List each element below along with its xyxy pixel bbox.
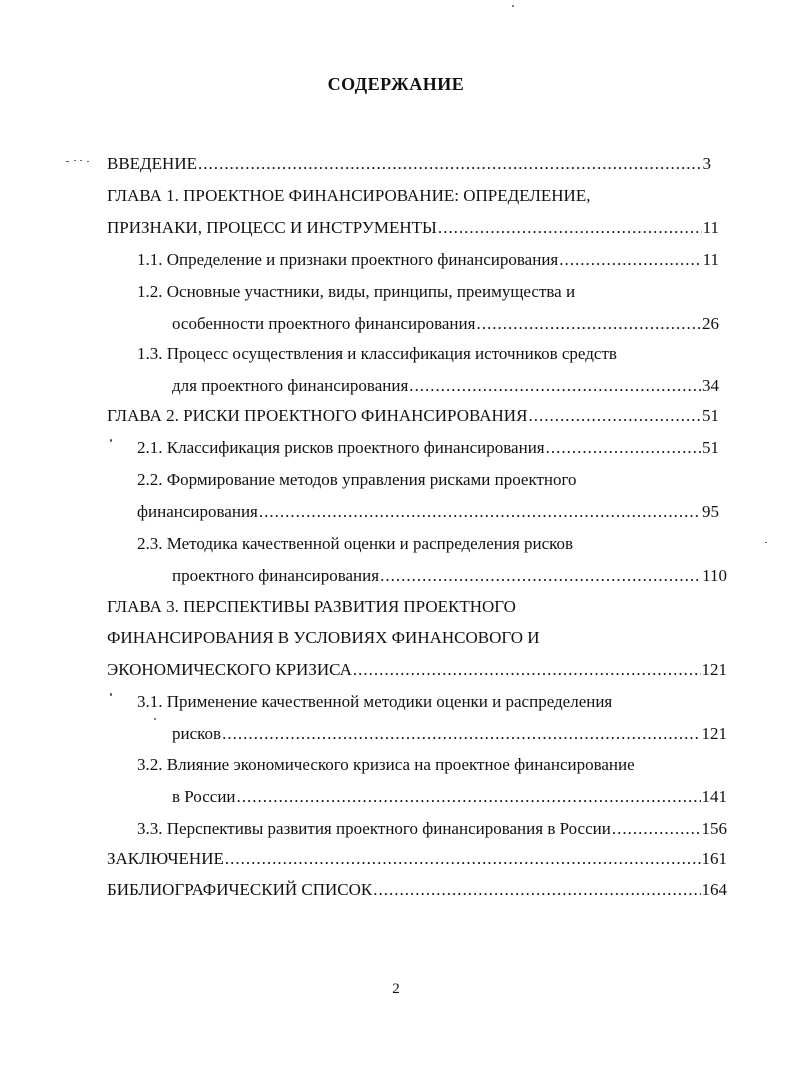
toc-leader-dots <box>259 501 701 523</box>
toc-page-number: 51 <box>702 406 719 425</box>
toc-entry-chapter-3-line-3 <box>107 659 727 683</box>
toc-leader-dots <box>198 153 702 175</box>
toc-leader-dots <box>225 848 701 870</box>
toc-entry-intro <box>107 153 711 177</box>
toc-entry-text: 2.1. Классификация рисков проектного финансирования <box>137 438 545 457</box>
toc-entry-text: проектного финансирования <box>172 566 380 585</box>
toc-entry-section-3-1-line-2 <box>172 723 727 747</box>
toc-leader-dots <box>612 818 701 840</box>
toc-entry-text: ГЛАВА 3. ПЕРСПЕКТИВЫ РАЗВИТИЯ ПРОЕКТНОГО <box>107 597 516 616</box>
toc-entry-section-2-2-line-1 <box>137 469 719 493</box>
toc-page-number: 34 <box>702 376 719 395</box>
toc-entry-chapter-2 <box>107 405 719 429</box>
toc-entry-text: ЭКОНОМИЧЕСКОГО КРИЗИСА <box>107 660 352 679</box>
scan-speck <box>74 160 76 161</box>
toc-entry-section-1-2-line-1 <box>137 281 719 305</box>
toc-page-number: 161 <box>701 849 727 868</box>
toc-entry-conclusion <box>107 848 727 872</box>
toc-entry-text: 3.3. Перспективы развития проектного финансирования в России <box>137 819 611 838</box>
toc-leader-dots <box>222 723 700 745</box>
toc-entry-section-1-3-line-2 <box>172 375 719 399</box>
toc-entry-text: ПРИЗНАКИ, ПРОЦЕСС И ИНСТРУМЕНТЫ <box>107 218 437 237</box>
toc-entry-text: ФИНАНСИРОВАНИЯ В УСЛОВИЯХ ФИНАНСОВОГО И <box>107 628 540 647</box>
toc-leader-dots <box>559 249 701 271</box>
scan-speck <box>110 693 112 696</box>
toc-entry-chapter-3-line-1 <box>107 596 727 620</box>
page-title: СОДЕРЖАНИЕ <box>327 74 465 94</box>
toc-entry-text: 2.3. Методика качественной оценки и распределения рисков <box>137 534 574 553</box>
toc-leader-dots <box>237 786 701 808</box>
toc-leader-dots <box>476 313 701 335</box>
toc-entry-text: БИБЛИОГРАФИЧЕСКИЙ СПИСОК <box>107 880 373 899</box>
toc-page-number: 156 <box>701 819 727 838</box>
toc-entry-section-1-3-line-1 <box>137 343 719 367</box>
page-number: 2 <box>392 981 400 997</box>
toc-page-number: 95 <box>702 502 719 521</box>
toc-leader-dots <box>528 405 701 427</box>
toc-page-number: 164 <box>701 880 727 899</box>
scan-speck <box>765 542 767 543</box>
toc-entry-text: особенности проектного финансирования <box>172 314 476 333</box>
scan-speck <box>87 161 89 162</box>
toc-page-number: 11 <box>702 250 719 269</box>
toc-entry-text: ГЛАВА 1. ПРОЕКТНОЕ ФИНАНСИРОВАНИЕ: ОПРЕДЕЛЕНИЕ, <box>107 186 591 205</box>
toc-entry-section-3-1-line-1 <box>137 691 727 715</box>
toc-leader-dots <box>373 879 700 901</box>
toc-page-number: 121 <box>701 660 727 679</box>
toc-entry-text: 1.2. Основные участники, виды, принципы, преимущества и <box>137 282 576 301</box>
toc-entry-bibliography <box>107 879 727 903</box>
toc-entry-text: ГЛАВА 2. РИСКИ ПРОЕКТНОГО ФИНАНСИРОВАНИЯ <box>107 406 528 425</box>
toc-entry-chapter-1-line-2 <box>107 217 719 241</box>
scan-speck <box>110 439 112 442</box>
toc-entry-text: 3.1. Применение качественной методики оценки и распределения <box>137 692 613 711</box>
toc-entry-text: финансирования <box>137 502 258 521</box>
toc-leader-dots <box>353 659 701 681</box>
toc-page-number: 51 <box>702 438 719 457</box>
toc-entry-chapter-1-line-1 <box>107 185 711 209</box>
toc-entry-section-3-2-line-2 <box>172 786 727 810</box>
toc-entry-text: для проектного финансирования <box>172 376 409 395</box>
toc-page-number: 3 <box>702 154 711 173</box>
toc-leader-dots <box>546 437 701 459</box>
toc-entry-text: ЗАКЛЮЧЕНИЕ <box>107 849 224 868</box>
toc-entry-section-2-3-line-2 <box>172 565 727 589</box>
toc-page-number: 110 <box>702 566 727 585</box>
toc-entry-text: 3.2. Влияние экономического кризиса на проектное финансирование <box>137 755 635 774</box>
toc-leader-dots <box>380 565 701 587</box>
toc-page-number: 141 <box>701 787 727 806</box>
toc-leader-dots <box>409 375 701 397</box>
toc-entry-section-1-1 <box>137 249 719 273</box>
toc-leader-dots <box>438 217 702 239</box>
toc-entry-section-1-2-line-2 <box>172 313 719 337</box>
scan-speck <box>66 161 69 162</box>
scan-speck <box>512 5 514 7</box>
scan-speck <box>80 160 82 161</box>
toc-entry-text: в России <box>172 787 236 806</box>
scan-speck <box>154 718 156 720</box>
toc-entry-section-2-1 <box>137 437 719 461</box>
toc-entry-section-2-2-line-2 <box>137 501 719 525</box>
toc-page-number: 11 <box>702 218 719 237</box>
toc-entry-text: 1.3. Процесс осуществления и классификация источников средств <box>137 344 617 363</box>
toc-page-number: 121 <box>701 724 727 743</box>
toc-entry-text: рисков <box>172 724 222 743</box>
toc-entry-section-3-3 <box>137 818 727 842</box>
toc-entry-text: 2.2. Формирование методов управления рисками проектного <box>137 470 577 489</box>
toc-entry-text: ВВЕДЕНИЕ <box>107 154 197 173</box>
toc-entry-chapter-3-line-2 <box>107 627 727 651</box>
toc-entry-section-2-3-line-1 <box>137 533 719 557</box>
toc-entry-text: 1.1. Определение и признаки проектного финансирования <box>137 250 559 269</box>
toc-page-number: 26 <box>702 314 719 333</box>
toc-entry-section-3-2-line-1 <box>137 754 727 778</box>
